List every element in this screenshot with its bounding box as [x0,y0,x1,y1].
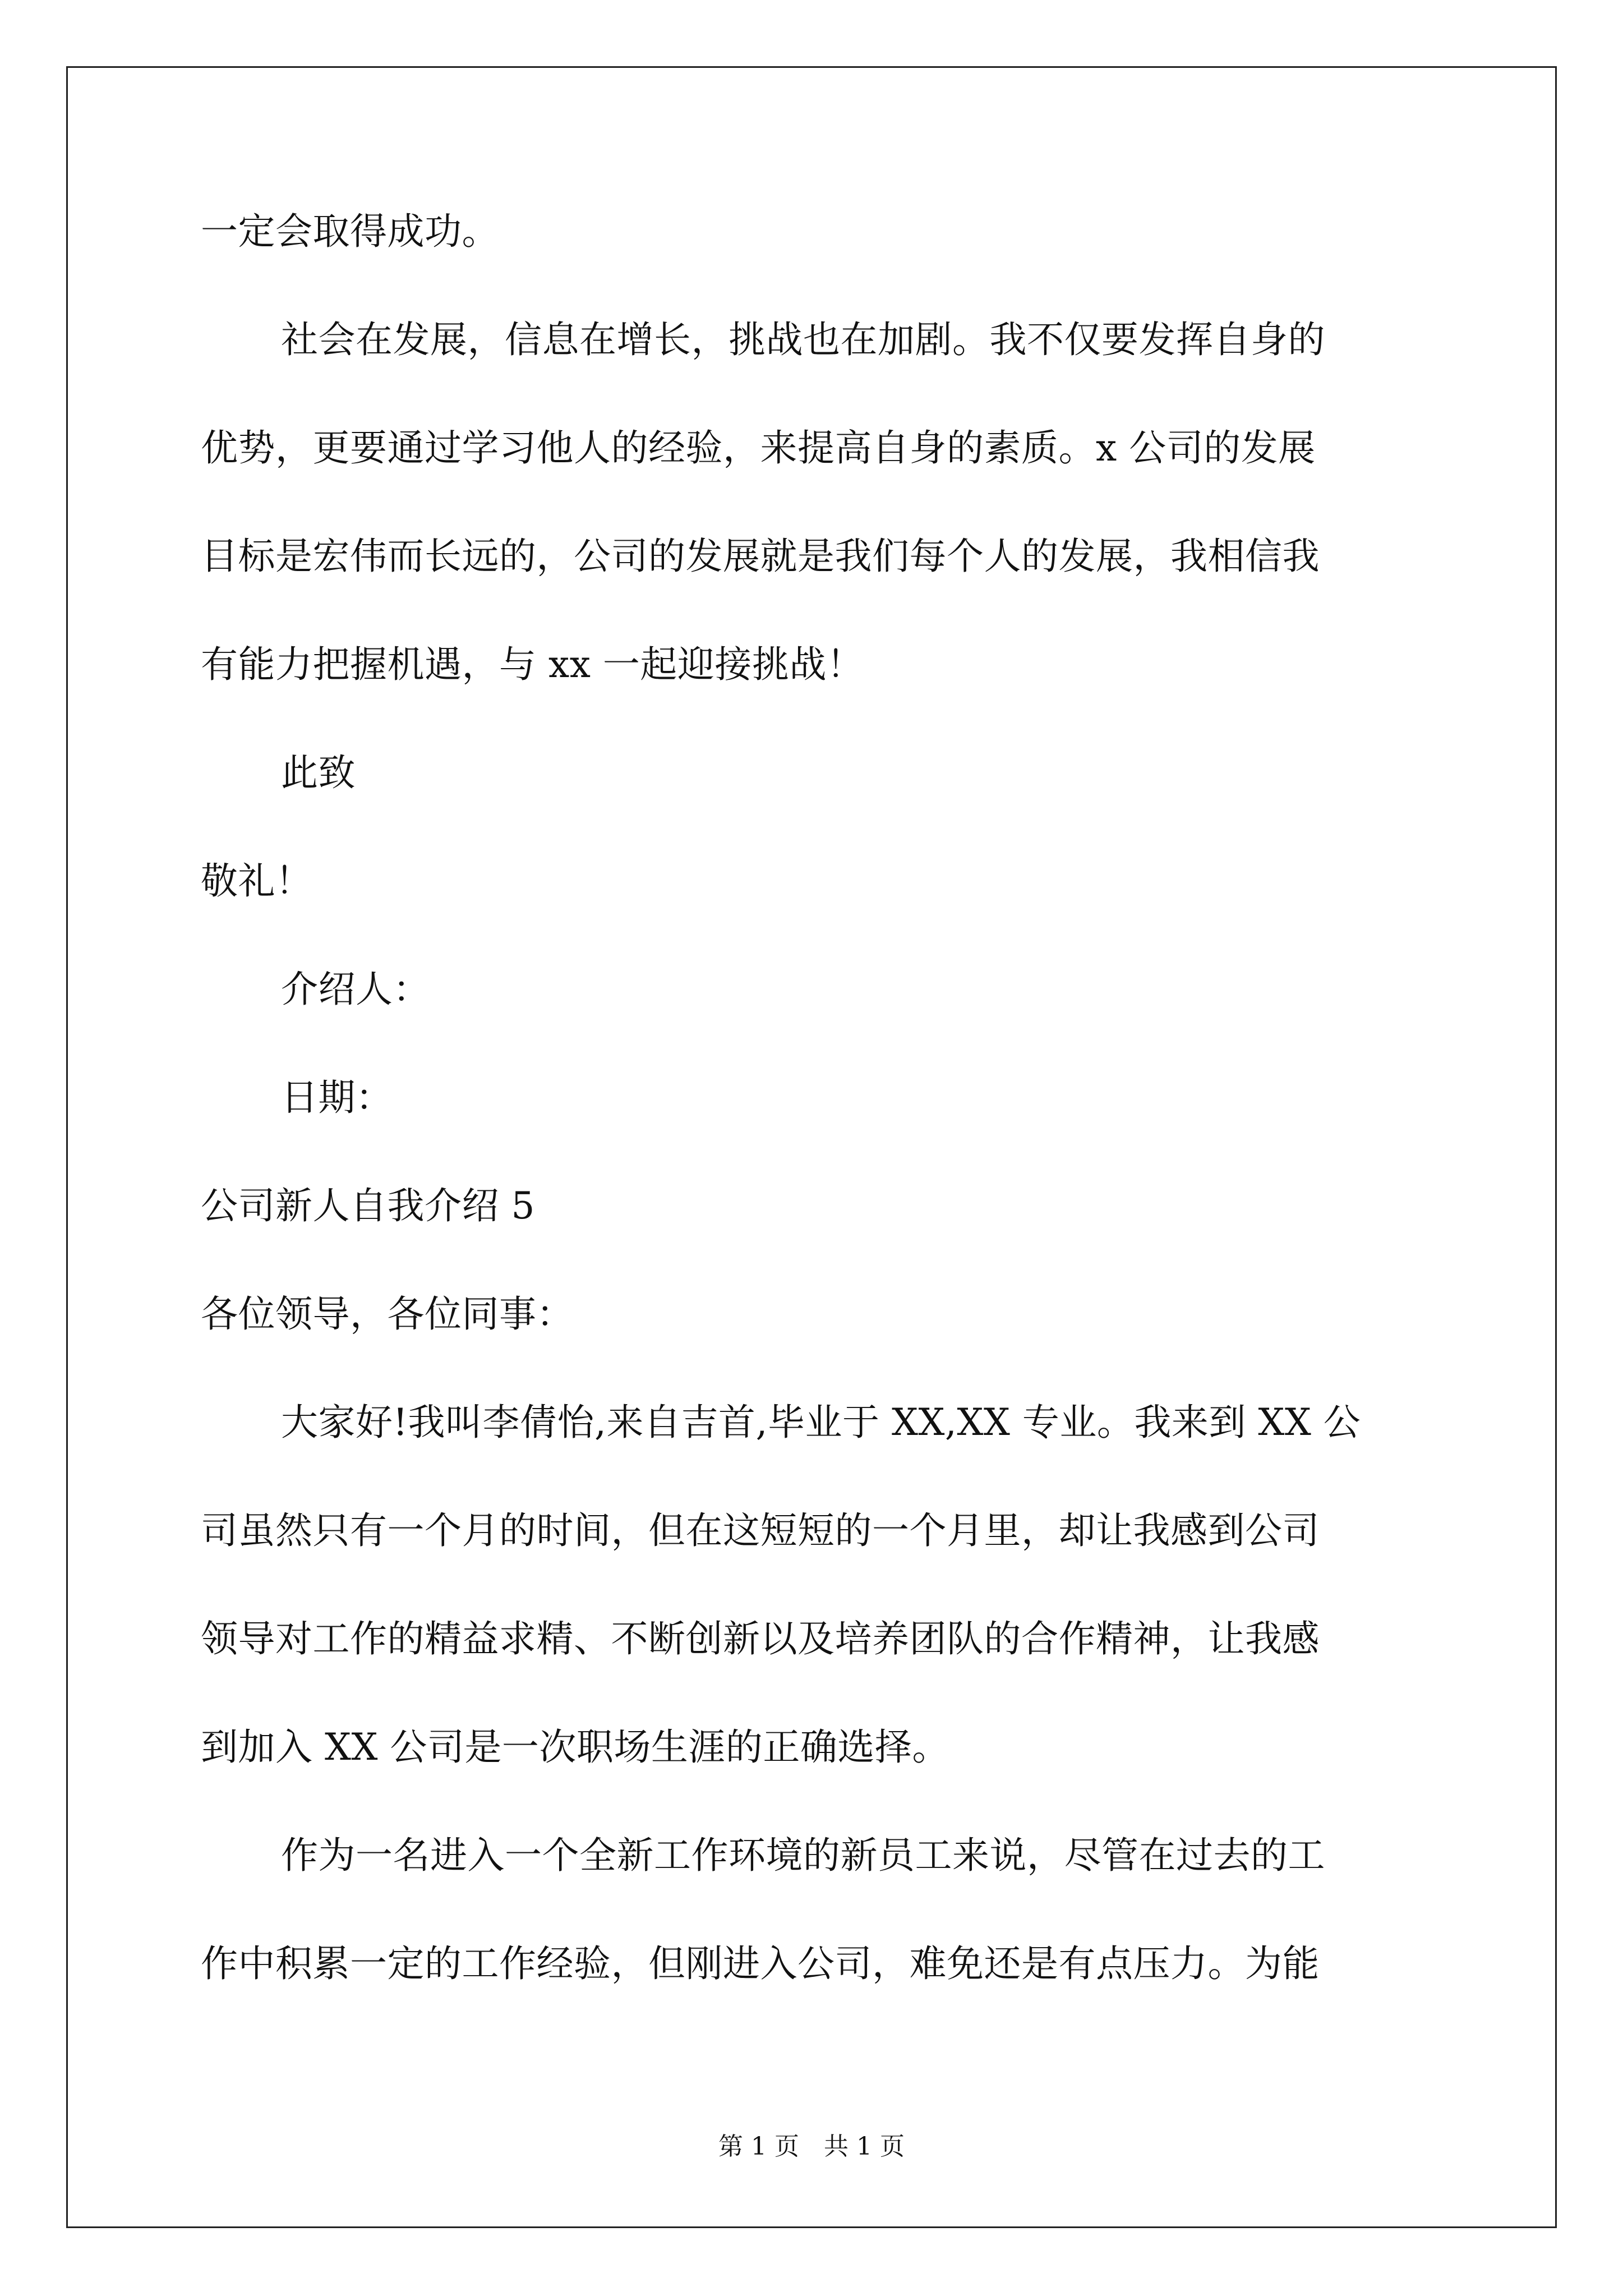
text-line: 作中积累一定的工作经验，但刚进入公司，难免还是有点压力。为能 [201,1942,1320,1985]
text-line: 一定会取得成功。 [201,210,499,253]
section-title: 公司新人自我介绍 5 [201,1184,535,1227]
page-footer: 第 1 页 共 1 页 [718,2132,905,2161]
text-line: 有能力把握机遇，与 xx 一起迎接挑战！ [201,643,864,686]
text-line: 社会在发展，信息在增长，挑战也在加剧。我不仅要发挥自身的 [281,318,1325,361]
greeting: 各位领导，各位同事： [201,1292,574,1336]
introducer-label: 介绍人： [281,968,430,1011]
date-label: 日期： [281,1076,393,1119]
document-body [201,210,1427,2054]
text-line: 大家好!我叫李倩怡,来自吉首,毕业于 XX,XX 专业。我来到 XX 公 [281,1401,1361,1444]
text-line: 领导对工作的精益求精、不断创新以及培养团队的合作精神，让我感 [201,1617,1320,1660]
text-line: 优势，更要通过学习他人的经验，来提高自身的素质。x 公司的发展 [201,426,1316,470]
closing-respect: 敬礼！ [201,859,313,903]
text-line: 作为一名进入一个全新工作环境的新员工来说，尽管在过去的工 [281,1834,1325,1877]
text-line: 到加入 XX 公司是一次职场生涯的正确选择。 [201,1726,949,1769]
text-line: 目标是宏伟而长远的，公司的发展就是我们每个人的发展，我相信我 [201,535,1320,578]
text-line: 司虽然只有一个月的时间，但在这短短的一个月里，却让我感到公司 [201,1509,1320,1552]
closing-salutation: 此致 [281,751,356,794]
